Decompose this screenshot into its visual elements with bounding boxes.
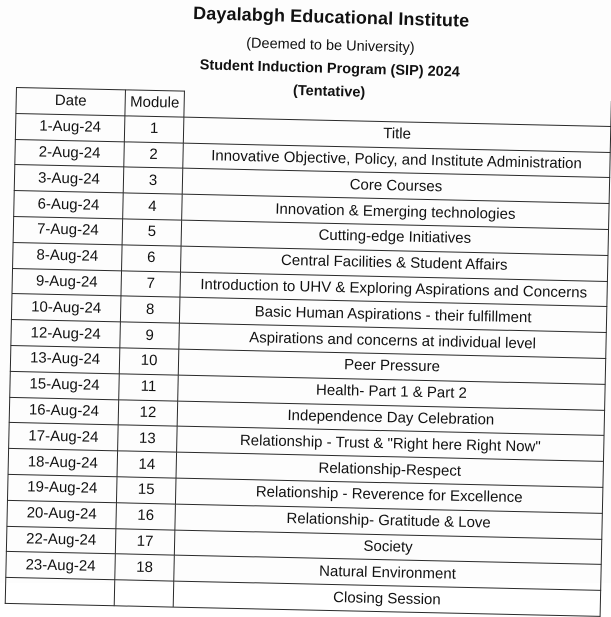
module-cell: 10 xyxy=(119,348,179,375)
date-cell: 17-Aug-24 xyxy=(9,423,119,451)
schedule-table xyxy=(5,87,611,617)
title-text: Society xyxy=(363,537,413,556)
title-text: Central Facilities & Student Affairs xyxy=(280,251,508,274)
title-text: Innovation & Emerging technologies xyxy=(275,200,516,223)
date-cell xyxy=(5,578,115,606)
date-cell: 8-Aug-24 xyxy=(13,242,123,270)
schedule-table-wrapper xyxy=(5,87,611,617)
institute-name: Dayalabgh Educational Institute xyxy=(192,3,470,31)
module-cell: 14 xyxy=(117,451,177,478)
module-cell: 6 xyxy=(122,245,182,272)
title-text: Cutting-edge Initiatives xyxy=(318,227,472,248)
title-text: Basic Human Aspirations - their fulfillment xyxy=(254,303,532,327)
title-text: Introduction to UHV & Exploring Aspirations and Concerns xyxy=(200,276,588,302)
tentative-label: (Tentative) xyxy=(292,82,366,101)
module-cell: 15 xyxy=(116,477,176,504)
title-text: Relationship-Respect xyxy=(318,459,462,480)
module-cell: 2 xyxy=(124,141,184,168)
date-cell: 6-Aug-24 xyxy=(14,191,124,219)
title-text: Health- Part 1 & Part 2 xyxy=(315,381,468,403)
date-cell: 22-Aug-24 xyxy=(6,526,116,554)
title-text: Aspirations and concerns at individual level xyxy=(248,328,537,352)
date-cell: 10-Aug-24 xyxy=(11,294,121,322)
column-header-module: Module xyxy=(125,90,185,117)
title-text: Relationship - Reverence for Excellence xyxy=(255,483,523,507)
date-cell: 1-Aug-24 xyxy=(15,113,125,141)
module-cell: 12 xyxy=(118,399,178,426)
date-cell: 9-Aug-24 xyxy=(12,268,122,296)
module-cell: 7 xyxy=(121,270,181,297)
schedule-body xyxy=(5,113,611,616)
date-cell: 23-Aug-24 xyxy=(6,552,116,580)
date-cell: 19-Aug-24 xyxy=(7,474,117,502)
date-cell: 15-Aug-24 xyxy=(10,371,120,399)
module-cell: 8 xyxy=(120,296,180,323)
module-cell: 1 xyxy=(124,116,184,143)
title-text: Title xyxy=(382,125,412,143)
module-cell xyxy=(114,580,174,607)
module-cell: 5 xyxy=(122,219,182,246)
date-cell: 20-Aug-24 xyxy=(7,500,117,528)
title-text: Independence Day Celebration xyxy=(287,406,495,429)
title-text: Core Courses xyxy=(349,176,443,196)
module-cell: 16 xyxy=(116,503,176,530)
module-cell: 3 xyxy=(123,167,183,194)
title-text: Relationship - Trust & "Right here Right Now" xyxy=(239,431,541,456)
date-cell: 12-Aug-24 xyxy=(11,320,121,348)
title-text: Natural Environment xyxy=(318,562,457,583)
date-cell: 18-Aug-24 xyxy=(8,449,118,477)
title-text: Closing Session xyxy=(332,588,441,608)
title-text: Relationship- Gratitude & Love xyxy=(286,510,491,532)
module-cell: 9 xyxy=(120,322,180,349)
module-cell: 18 xyxy=(115,554,175,581)
date-cell: 3-Aug-24 xyxy=(14,165,124,193)
title-text: Peer Pressure xyxy=(343,356,441,376)
date-cell: 7-Aug-24 xyxy=(13,216,123,244)
module-cell: 13 xyxy=(118,425,178,452)
module-cell: 11 xyxy=(119,374,179,401)
university-note: (Deemed to be University) xyxy=(245,35,415,57)
program-title: Student Induction Program (SIP) 2024 xyxy=(199,57,461,81)
title-text: Innovative Objective, Policy, and Institute Administration xyxy=(210,147,583,173)
date-cell: 16-Aug-24 xyxy=(9,397,119,425)
module-cell: 4 xyxy=(123,193,183,220)
date-cell: 13-Aug-24 xyxy=(10,345,120,373)
date-cell: 2-Aug-24 xyxy=(15,139,125,167)
module-cell: 17 xyxy=(115,528,175,555)
column-header-date: Date xyxy=(16,88,126,116)
